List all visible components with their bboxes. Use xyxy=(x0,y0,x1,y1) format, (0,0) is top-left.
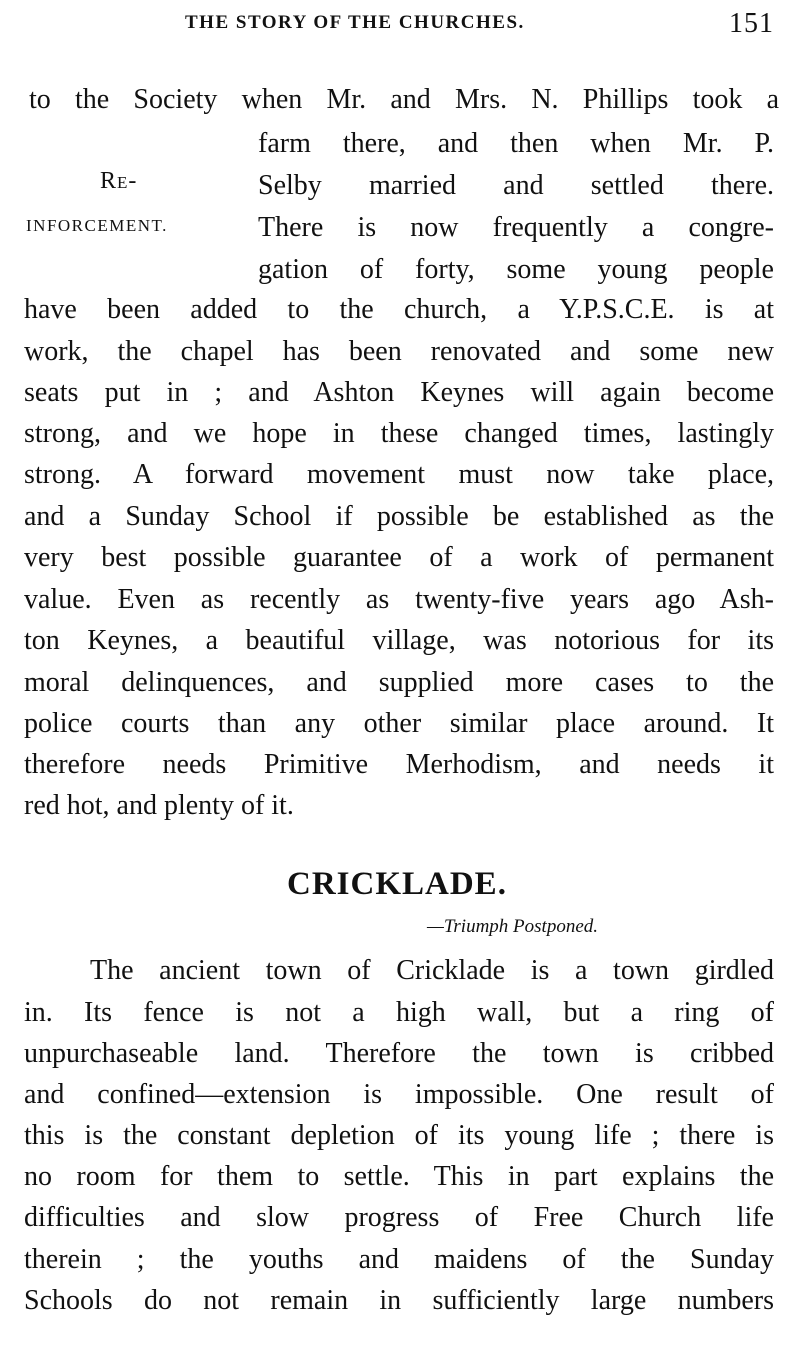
text-line: value. Even as recently as twenty-five years ago Ash- xyxy=(24,584,774,615)
text-line: moral delinquences, and supplied more cases to the xyxy=(24,667,774,698)
text-line: therefore needs Primitive Merhodism, and needs it xyxy=(24,749,774,780)
text-line: this is the constant depletion of its young life ; there is xyxy=(24,1120,774,1151)
section-heading: CRICKLADE. xyxy=(287,866,507,902)
text-line: Selby married and settled there. xyxy=(258,170,774,201)
text-line: work, the chapel has been renovated and some new xyxy=(24,336,774,367)
text-line: strong. A forward movement must now take place, xyxy=(24,459,774,490)
text-line: Schools do not remain in sufficiently large numbers xyxy=(24,1285,774,1316)
text-line: gation of forty, some young people xyxy=(258,254,774,285)
text-line: farm there, and then when Mr. P. xyxy=(258,128,774,159)
text-line: seats put in ; and Ashton Keynes will again become xyxy=(24,377,774,408)
text-line: ton Keynes, a beautiful village, was notorious for its xyxy=(24,625,774,656)
text-line: strong, and we hope in these changed times, lastingly xyxy=(24,418,774,449)
section-subtitle: —Triumph Postponed. xyxy=(427,916,599,937)
margin-note-line-2: INFORCEMENT. xyxy=(26,216,168,235)
text-line: have been added to the church, a Y.P.S.C.E. is at xyxy=(24,294,774,325)
running-title: THE STORY OF THE CHURCHES. xyxy=(185,12,525,33)
text-line: There is now frequently a congre- xyxy=(258,212,774,243)
text-line: police courts than any other similar place around. It xyxy=(24,708,774,739)
text-line: The ancient town of Cricklade is a town girdled xyxy=(90,955,774,986)
running-head xyxy=(0,8,800,42)
text-line: red hot, and plenty of it. xyxy=(24,790,294,821)
text-line: very best possible guarantee of a work of permanent xyxy=(24,542,774,573)
margin-note-line-1: Re- xyxy=(100,168,138,194)
text-line: and confined—extension is impossible. One result of xyxy=(24,1079,774,1110)
text-line: in. Its fence is not a high wall, but a ring of xyxy=(24,997,774,1028)
text-line: unpurchaseable land. Therefore the town is cribbed xyxy=(24,1038,774,1069)
page-number: 151 xyxy=(729,8,774,39)
text-line: no room for them to settle. This in part explains the xyxy=(24,1161,774,1192)
text-line: and a Sunday School if possible be established as the xyxy=(24,501,774,532)
text-line: difficulties and slow progress of Free Church life xyxy=(24,1202,774,1233)
text-line: to the Society when Mr. and Mrs. N. Phillips took a xyxy=(29,84,779,115)
text-line: therein ; the youths and maidens of the Sunday xyxy=(24,1244,774,1275)
